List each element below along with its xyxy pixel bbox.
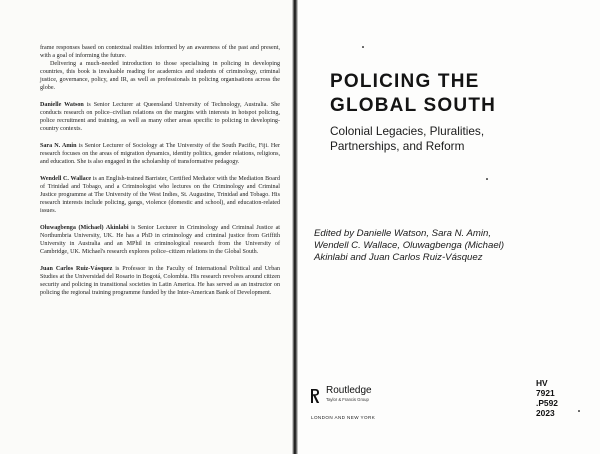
left-page	[0, 0, 292, 454]
scan-speck	[362, 46, 364, 48]
bio-name: Juan Carlos Ruiz-Vásquez	[40, 266, 113, 272]
book-title	[330, 70, 570, 118]
title-line-1: POLICING THE	[330, 71, 480, 92]
publisher-name: Routledge	[326, 385, 372, 396]
bio-watson	[40, 101, 280, 133]
bio-ruiz-vasquez	[40, 265, 280, 297]
editors-line-3: Akinlabi and Juan Carlos Ruiz-Vásquez	[314, 252, 483, 263]
bio-amin	[40, 142, 280, 166]
call-number-line: HV	[536, 378, 548, 388]
scan-speck	[486, 178, 488, 180]
library-call-number	[536, 378, 558, 418]
call-number-line: 7921	[536, 388, 555, 398]
routledge-logo-icon	[310, 388, 320, 404]
title-line-2: GLOBAL SOUTH	[330, 95, 497, 116]
subtitle-line-1: Colonial Legacies, Pluralities,	[330, 124, 485, 138]
book-subtitle	[330, 124, 580, 154]
bio-text: is Professor in the Faculty of International Political and Urban Studies at the Universidad del Rosario in Bogotá, Colombia. His research revolves around citizen security and policing in transitional societies in Latin America. He has served as an instructor on policing the regional training programme funded by the Inter-American Bank of Development.	[40, 266, 281, 296]
call-number-line: .P592	[536, 398, 558, 408]
editors-line-1: Edited by Danielle Watson, Sara N. Amin,	[314, 228, 492, 239]
bio-text: is Senior Lecturer of Sociology at The University of the South Pacific, Fiji. Her research focuses on the areas of migration dynamics, identity politics, gender relations, religions, and education. She is also engaged in the scholarship of transformative pedagogy.	[40, 143, 281, 165]
subtitle-line-2: Partnerships, and Reform	[330, 139, 465, 153]
bio-name: Wendell C. Wallace	[40, 176, 92, 182]
bio-name: Danielle Watson	[40, 102, 84, 108]
bio-name: Sara N. Amin	[40, 143, 77, 149]
call-number-line: 2023	[536, 408, 555, 418]
publisher-place: LONDON AND NEW YORK	[311, 415, 376, 420]
bio-text: is Senior Lecturer at Queensland University of Technology, Australia. She conducts research on police–civilian relations on the margins with interests in hotspot policing, police recruitment and training, as well as many other areas specific to policing in developing-country contexts.	[40, 102, 281, 132]
scan-speck	[578, 410, 580, 412]
bio-akinlabi	[40, 224, 280, 256]
editors-line-2: Wendell C. Wallace, Oluwagbenga (Michael)	[314, 240, 505, 251]
intro-paragraph: Delivering a much-needed introduction to those specialising in policing in developing countries, this book is invaluable reading for academics and students of criminology, criminal justice, governance, policy, and IR, as well as professionals in policing organisations across the globe.	[40, 61, 280, 91]
editors-credit	[314, 228, 584, 264]
bio-text: is an English-trained Barrister, Certified Mediator with the Mediation Board of Trinidad and Tobago, and a Criminologist who lectures on the Criminology and Criminal Justice programme at The University of the West Indies, St. Augustine, Trinidad and Tobago. His research interests include policing, gangs, violence (domestic and school), and education-related issues.	[40, 176, 280, 214]
intro-continued: frame responses based on contextual realities informed by an awareness of the past and present, with a goal of informing the future.	[40, 45, 280, 59]
back-matter-text	[40, 44, 280, 297]
bio-wallace	[40, 175, 280, 215]
bio-text: is Senior Lecturer in Criminology and Criminal Justice at Northumbria University, UK. He has a PhD in criminology and criminal justice from Griffith University in Australia and an MPhil in criminological research from the University of Cambridge, UK. Michael's research explores police–citizen relations in the Global South.	[40, 225, 281, 255]
publisher-subtitle: Taylor & Francis Group	[326, 397, 369, 402]
bio-name: Oluwagbenga (Michael) Akinlabi	[40, 225, 129, 231]
